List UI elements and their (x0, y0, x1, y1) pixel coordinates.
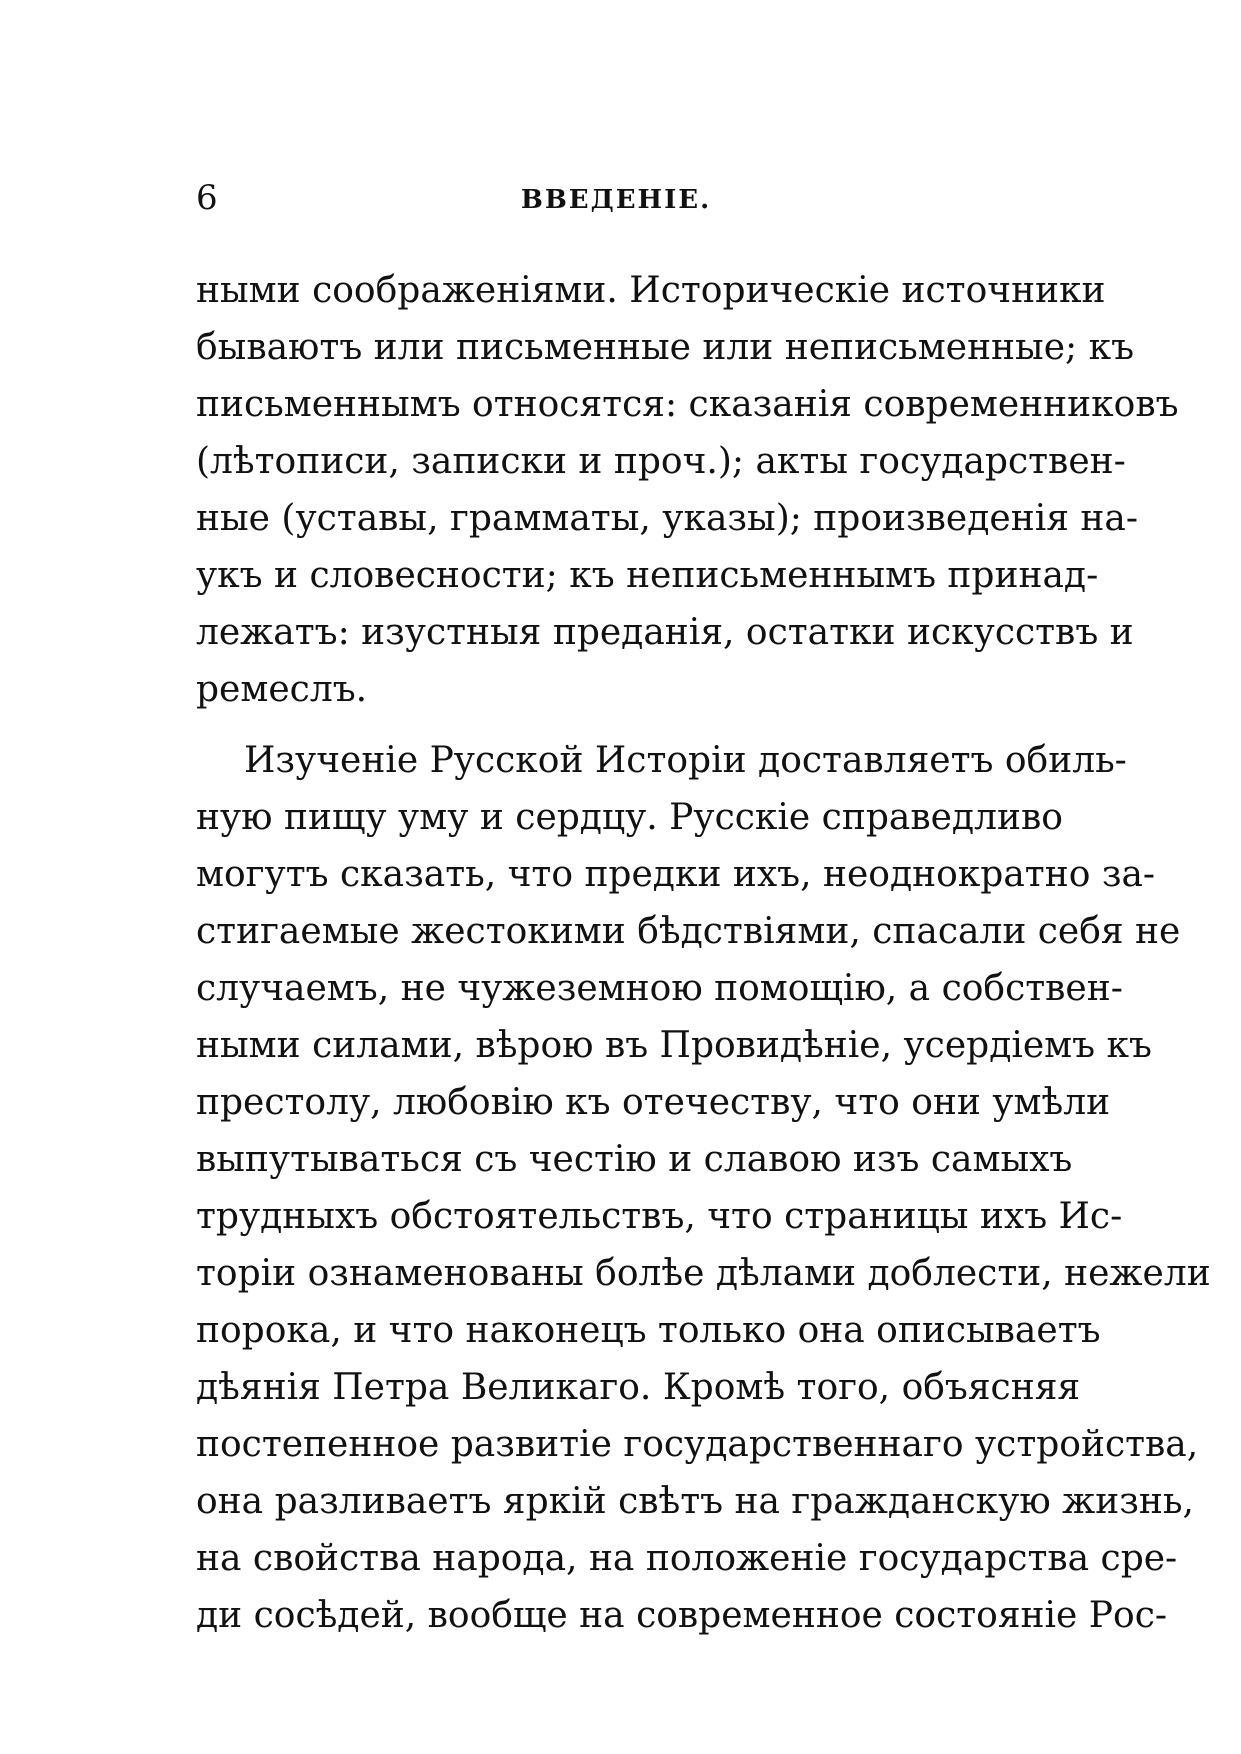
text-line: могутъ сказать, что предки ихъ, неоднократно за- (196, 854, 1156, 895)
text-line: торiи ознаменованы болѣе дѣлами доблести, нежели (196, 1253, 1211, 1294)
text-line: престолу, любовiю къ отечеству, что они умѣли (196, 1082, 1111, 1123)
paragraph-2 (196, 732, 1211, 1644)
text-line: ные (уставы, грамматы, указы); произведенiя на- (196, 498, 1138, 539)
text-line: стигаемые жестокими бѣдствiями, спасали себя не (196, 911, 1181, 952)
text-line: ными соображенiями. Историческiе источники (196, 270, 1106, 311)
text-line: выпутываться съ честiю и славою изъ самыхъ (196, 1139, 1073, 1180)
text-line: трудныхъ обстоятельствъ, что страницы ихъ Ис- (196, 1196, 1123, 1237)
text-line: постепенное развитiе государственнаго устройства, (196, 1424, 1199, 1465)
text-line: порока, и что наконецъ только она описываетъ (196, 1310, 1101, 1351)
running-title: ВВЕДЕНIЕ. (520, 185, 712, 215)
text-line: бываютъ или письменные или неписьменные; къ (196, 327, 1134, 368)
body-text (196, 262, 1211, 1644)
text-line: ную пищу уму и сердцу. Русскiе справедливо (196, 797, 1063, 838)
text-line: укъ и словесности; къ неписьменнымъ принад- (196, 555, 1099, 596)
paragraph-gap (196, 718, 1036, 732)
text-line: она разливаетъ яркiй свѣтъ на гражданскую жизнь, (196, 1481, 1194, 1522)
text-line: на свойства народа, на положенiе государства сре- (196, 1538, 1178, 1579)
text-line: письменнымъ относятся: сказанiя современниковъ (196, 384, 1179, 425)
text-line: ди сосѣдей, вообще на современное состоянiе Рос- (196, 1595, 1168, 1636)
text-line: ремеслъ. (196, 669, 368, 710)
text-line: ными силами, вѣрою въ Провидѣнiе, усердiемъ къ (196, 1025, 1152, 1066)
text-line: дѣянiя Петра Великаго. Кромѣ того, объясняя (196, 1367, 1081, 1408)
running-head (196, 178, 1036, 218)
text-line: Изученiе Русской Исторiи доставляетъ обиль- (244, 740, 1127, 781)
text-line: случаемъ, не чужеземною помощiю, а собствен- (196, 968, 1123, 1009)
text-line: (лѣтописи, записки и проч.); акты государствен- (196, 441, 1126, 482)
text-line: лежатъ: изустныя преданiя, остатки искусствъ и (196, 612, 1134, 653)
paragraph-1 (196, 262, 1179, 718)
page-number: 6 (196, 178, 218, 218)
